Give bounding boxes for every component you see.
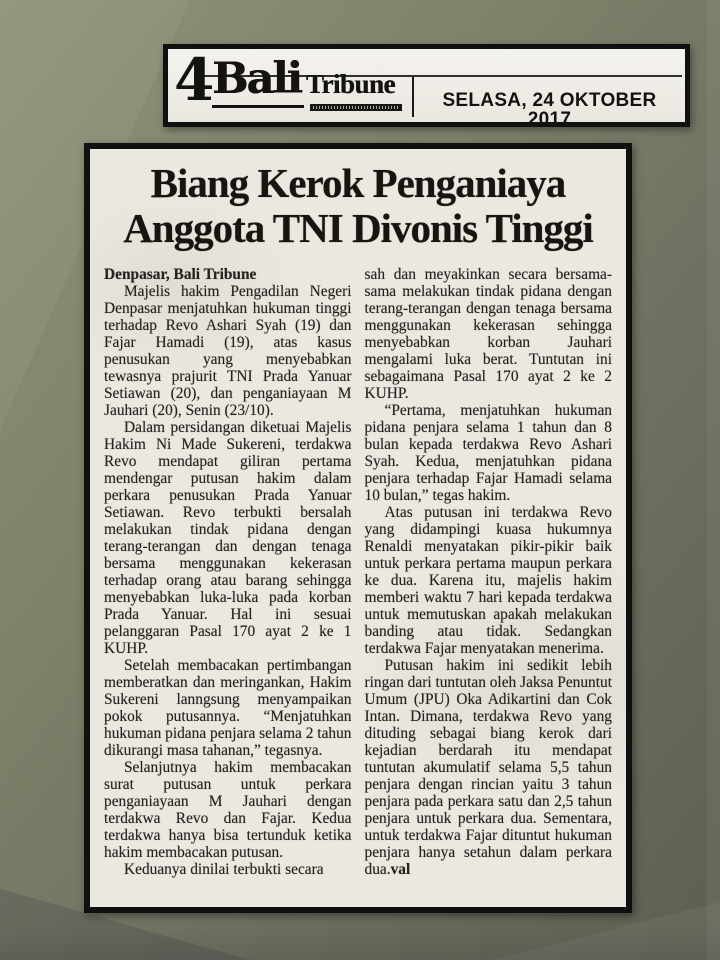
article-paragraph: Keduanya dinilai terbukti secara (124, 861, 324, 878)
newspaper-masthead (163, 44, 690, 130)
article-body (102, 266, 614, 878)
author-initials: val (390, 861, 411, 878)
article-paragraph: Majelis hakim Pengadilan Negeri Denpasar menjatuhkan hukuman tinggi terhadap Revo Ashari Syah (19) dan Fajar Hamadi (19), atas kasus penusukan yang menyebabkan tewasnya prajurit TNI Prada Yanuar Setiawan (20), dan penganiayaan M Jauhari (20), Senin (23/10). (104, 283, 352, 419)
newspaper-article-scan (84, 143, 632, 913)
article-paragraph: Putusan hakim ini sedikit lebih ringan dari tuntutan oleh Jaksa Penuntut Umum (JPU) Oka Adikartini dan Cok Intan. Dimana, terdakwa Revo yang dituding sebagai biang kerok dari kejadian berdarah itu mendapat tuntutan akumulatif selama 5,5 tahun penjara dengan rincian yaitu 3 tahun penjara pada perkara satu dan 2,5 tahun penjara untuk perkara dua. Sementara, untuk terdakwa Fajar dituntut hukuman penjara hanya setahun dalam perkara dua.val (364, 657, 612, 878)
article-paragraph: Denpasar, Bali Tribune (104, 266, 257, 283)
article-paragraph: sah dan meyakinkan secara bersama-sama melakukan tindak pidana dengan terang-terangan dengan tenaga bersama menggunakan kekerasan sehingga menyebabkan korban Jauhari mengalami luka berat. Tuntutan ini sebagaimana Pasal 170 ayat 2 ke 2 KUHP. (364, 266, 612, 402)
article-paragraph: “Pertama, menjatuhkan hukuman pidana penjara selama 1 tahun dan 8 bulan kepada terdakwa Revo Ashari Syah. Kedua, menjatuhkan pidana penjara terhadap Fajar Hamadi selama 10 bulan,” tegas hakim. (364, 402, 612, 504)
headline-line-1: Biang Kerok Penganiaya (150, 160, 566, 206)
edition-date: SELASA, 24 OKTOBER 2017 (442, 90, 657, 130)
logo-tagline-bar (310, 104, 402, 111)
article-paragraph: Setelah membacakan pertimbangan memberatkan dan meringankan, Hakim Sukereni lanngsung menyampaikan pokok putusannya. “Menjatuhkan hukuman pidana penjara selama 2 tahun dikurangi masa tahanan,” tegasnya. (104, 657, 352, 759)
article-paragraph: Atas putusan ini terdakwa Revo yang didampingi kuasa hukumnya Renaldi menyatakan pikir-pikir baik untuk perkara pertama maupun perkara ke dua. Karena itu, majelis hakim memberi waktu 7 hari kepada terdakwa untuk memutuskan apakah melakukan banding atau tidak. Sedangkan terdakwa Fajar menyatakan menerima. (364, 504, 612, 657)
article-column-right (365, 266, 613, 878)
masthead-divider-line (412, 77, 414, 117)
article-column-left (104, 266, 352, 878)
article-headline (102, 161, 614, 251)
newspaper-logo (212, 54, 395, 104)
page-number: 4 (174, 46, 213, 114)
background-bottom-shade (0, 926, 720, 960)
article-paragraph: Dalam persidangan diketuai Majelis Hakim Ni Made Sukereni, terdakwa Revo mendapat giliran pertama mendengar putusan hakim dalam perkara penusukan Prada Yanuar Setiawan. Revo terbukti bersalah melakukan tindak pidana dengan terang-terangan dan dengan tenaga bersama menggunakan kekerasan terhadap orang atau barang sehingga menyebabkan luka-luka pada korban Prada Yanuar. Hal ini sesuai pelanggaran Pasal 170 ayat 2 ke 1 KUHP. (104, 419, 352, 657)
background-facet-right-edge (707, 0, 720, 960)
headline-line-2: Anggota TNI Divonis Tinggi (123, 205, 593, 251)
logo-bali-text: Bali (212, 54, 304, 108)
article-paragraph: Selanjutnya hakim membacakan surat putusan untuk perkara penganiayaan M Jauhari dengan terdakwa Revo dan Fajar. Kedua terdakwa hanya bisa tertunduk ketika hakim membacakan putusan. (104, 759, 352, 861)
logo-tribune-text: Tribune (305, 69, 395, 99)
